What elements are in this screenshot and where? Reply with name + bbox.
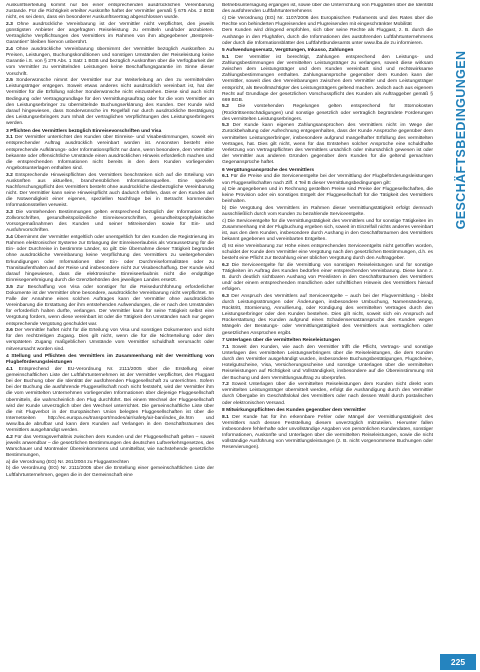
clause-number: 5.1: [222, 54, 229, 60]
right-text-column: [222, 3, 433, 651]
clause-number: 8.1: [222, 414, 229, 420]
paragraph-text: b) Die Vergütung des Vermittlers im Rahmen dieser Vermittlungstätigkeit erfolgt demnach ausschließlich durch vom Kunden zu bezahlende Serviceentgelte.: [222, 205, 433, 218]
section-heading: [222, 408, 433, 414]
paragraph: [6, 210, 214, 235]
clause-number: 3.5: [6, 284, 13, 290]
paragraph-text: Die vorstehenden Regelungen gelten entsprechend für Stornokosten (Rücktrittsentschädigungen) und sonstige gesetzlich oder vertraglich begründete Forderungen des vermittelten Leistungserbringers.: [222, 104, 433, 122]
clause-number: 3.6: [6, 328, 13, 334]
paragraph-text: Der Vermittler unterrichtet den Kunden über Einreise- und Visabestimmungen, soweit ein entsprechender Auftrag ausdrücklich vereinbart worden ist. Ansonsten besteht eine entsprechende Aufklärungs- oder Informationspflicht nur dann, wenn besondere, dem Vermittler bekannte oder offensichtliche Umstände einen ausdrücklichen Hinweis erforderlich machen und die entsprechenden Informationen nicht bereits in den dem Kunden vorliegenden Angebotsunterlagen enthalten sind.: [6, 135, 214, 172]
section-heading: [6, 354, 214, 366]
paragraph-text: Dem Kunden wird dringend empfohlen, sich über seine Rechte als Fluggast, z. B. durch die Aushänge in den Flughäfen, durch die Informationen des austührenden Luftfahrtunternehmens oder durch die Informationsblätter des Luftfahrtbundesamts unter www.lba.de zu informieren.: [222, 28, 433, 46]
clause-number: 5.2: [222, 104, 229, 110]
paragraph: [222, 206, 433, 218]
section-heading-text: 4 Stellung und Pflichten des Vermittlers im Zusammenhang mit der Vermittlung von Flugbeförderungsleistungen: [6, 354, 214, 366]
paragraph: [6, 328, 214, 353]
paragraph-text: Soweit Unterlagen über die vermittelten Reiseleistungen dem Kunden nicht direkt vom vermittelten Leistungsträger übermittelt werden, erfolgt die Aushändigung durch den Vermittler durch Übergabe im Geschäftslokal des Vermittlers oder nach dessen Wahl durch postalischen oder elektronischen Versand.: [222, 382, 433, 406]
paragraph: [222, 187, 433, 205]
paragraph-text: Entsprechende Hinweispflichten des Vermittlers beschränken sich auf die Erteilung von Auskünften aus aktuellen, branchenüblichen Informationsquellen. Eine spezielle Nachforschungspflicht des Vermittlers besteht ohne ausdrückliche diesbezügliche Vereinbarung nicht. Der Vermittler kann seine Hinweispflicht auch dadurch erfüllen, dass er den Kunden auf die Notwendigkeit einer eigenen, speziellen Nachfrage bei in Betracht kommenden Informationsstellen verweist.: [6, 172, 214, 209]
paragraph-text: Ohne ausdrückliche Vereinbarung ist der Vermittler nicht verpflichtet, den jeweils günstigsten Anbieter der angefragten Reiseleistung zu ermitteln und/oder anzubieten. Vertragliche Verpflichtungen des Vermittlers im Rahmen von ihm abgegebener „Bestpreis-Garantien“ bleiben hiervon unberührt.: [6, 21, 214, 46]
paragraph: [6, 466, 214, 478]
paragraph: [222, 345, 433, 382]
section-heading-text: 7 Unterlagen über die vermittelten Reiseleistungen: [222, 338, 340, 344]
paragraph-text: Der Anspruch des Vermittlers auf Serviceentgelte – auch bei der Flugvermittlung - bleibt durch Leistungsstörungen oder Änderungen, insbesondere Umbuchung, Namensänderung, Rücktritt, Stornierung, Annullierung, oder Kündigung des vermittelten Vertrages durch den Leistungserbringer oder den Kunden bestehen. Dies gilt nicht, soweit sich ein Anspruch auf Rückerstattung des Kunden aufgrund eines Schadensersatzanspruchs des Kunden wegen Mängeln der Beratungs- oder Vermittlungstätigkeit des Vermittlers aus vertraglichen oder gesetzlichen Ansprüchen ergibt.: [222, 293, 433, 336]
paragraph-text: Die vorstehenden Bestimmungen gelten entsprechend bezüglich der Information über Zollvorschriften, gesundheitspolizeiliche Einreisevorschriften, gesundheitsprophylaktische Vorsorgemaßnahmen des Kunden und seiner Mitreisenden sowie für Ein- und Ausfuhrvorschriften.: [6, 209, 214, 234]
paragraph-text: Soweit den Kunden, wie auch den Vermittler trifft die Pflicht, Vertrags- und sonstige Unterlagen des vermittelten Leistungserbringers über die Reiseleistungen, die dem Kunden durch den Vermittler ausgehändigt wurden, insbesondere Buchungsbestätigungen, Flugscheine, Hotelgutscheine, Visa, Versicherungsscheine und sonstige Unterlagen über die vermittelten Reiseleistungen auf Richtigkeit und Vollständigkeit, insbesondere auf die Übereinstimmung mit der Buchung und dem Vermittlungsauftrag zu überprüfen.: [222, 344, 433, 381]
paragraph: [222, 104, 433, 122]
paragraph-text: a) Die angegebenen und in Rechnung gestellten Preise sind Preise der Fluggesellschaften, die keine Provision oder ein sonstiges Entgelt der Fluggesellschaft für die Tätigkeit des Vermittlers beinhalten.: [222, 187, 433, 205]
section-heading: [222, 48, 433, 54]
paragraph-text: Ohne ausdrückliche Vereinbarung übernimmt der Vermittler bezüglich Auskünften zu Preisen, Leistungen, Buchungskonditionen und sonstigen Umständen der Reiseleistung keine Garantie i.S. von § 276 Abs. 1 Satz 1 BGB und bezüglich Auskünften über die Verfügbarkeit der vom Vermittler zu vermittelnden Leistungen keine Beschaffungsgarantie im Sinne dieser Vorschrift.: [6, 46, 214, 77]
paragraph-text: Übernimmt der Vermittler entgeltlich oder unentgeltlich für den Kunden die Registrierung im Rahmen elektronischer Systeme zur Erlangung der Einreiseerlaubnis als Voraussetzung für die Ein- oder Durchreise in bestimmte Länder, so gilt: Die Übernahme dieser Tätigkeit begründet ohne ausdrückliche Vereinbarung keine Verpflichtung des Vermittlers zu weitergehenden Erkundigungen oder Informationen über Ein- oder Durchreiseformalitäten oder zu Transitaufenthalten auf der Reise und insbesondere nicht zur Visabeschaffung. Der Kunde wird darauf hingewiesen, dass die elektronische Einreiseerlaubnis nicht die endgültige Einreisegenehmigung durch die Grenzbehörden des jeweiligen Landes ersetzt.: [6, 234, 214, 284]
paragraph-text: Betriebsuntersagung ergangen ist, sowie über die Unterrichtung von Fluggästen über die Identität des ausführenden Luftfahrtunternehmens: [222, 3, 433, 15]
paragraph-text: Der Kunde hat für ihn erkennbare Fehler oder Mängel der Vermittlungstätigkeit des Vermittlers nach dessen Feststellung diesem unverzüglich mitzuteilen. Hierunter fallen insbesondere fehlerhafte oder unvollständige Angaben von persönlichen Kundendaten, sonstiger Informationen, Auskünfte und Unterlagen über die vermittelten Reiseleistungen, sowie die nicht vollständige Ausführung von Vermittlungsleistungen (z. B. nicht vorgenommene Buchungen oder Reservierungen).: [222, 414, 433, 451]
clause-number: 6.1: [222, 174, 229, 180]
section-heading-text: 8 Mitwirkungspflichten des Kunden gegenüber dem Vermittler: [222, 408, 367, 414]
clause-number: 3.1: [6, 135, 13, 141]
side-section-title: [447, 50, 475, 230]
paragraph: [6, 22, 214, 47]
section-heading: [222, 338, 433, 344]
paragraph-text: Für das Vertragsverhältnis zwischen dem Kunden und der Fluggesellschaft gelten – soweit jeweils anwendbar – die gesetzlichen Bestimmungen des deutschen Luftverkehrsgesetzes, des Warschauer und Montrealer Übereinkommens und unmittelbar, wie nachstehende gesetzliche Bestimmungen,: [6, 434, 214, 459]
paragraph-text: Auskunftserteilung kommt nur bei einer entsprechenden ausdrücklichen Vereinbarung zustande. Für die Richtigkeit erteilter Auskünfte haftet der Vermittler gemäß § 675 Abs. 2 BGB nicht, es sei denn, dass ein besonderer Auskunftsvertrag abgeschlossen wurde.: [6, 3, 214, 21]
paragraph: [6, 3, 214, 21]
paragraph: [222, 263, 433, 294]
paragraph: [222, 244, 433, 262]
paragraph: [222, 16, 433, 28]
paragraph: [222, 55, 433, 104]
section-heading-text: 3 Pflichten des Vermittlers bezüglich Einreisevorschriften und Visa: [6, 128, 162, 134]
paragraph: [222, 123, 433, 166]
clause-number: 7.1: [222, 344, 229, 350]
clause-number: 6.3: [222, 293, 229, 299]
paragraph-text: b) die Verordnung (EG) Nr. 2111/2005 über die Erstellung einer gemeinschaftlichen Liste der Luftfahrtunternehmen, gegen die in der Gemeinschaft eine: [6, 466, 214, 478]
paragraph: [6, 285, 214, 328]
paragraph: [6, 47, 214, 78]
clause-number: 2.4: [6, 46, 13, 52]
clause-number: 6.2: [222, 262, 229, 268]
section-heading-text: 6 Vergütungsansprüche des Vermittlers: [222, 167, 315, 173]
paragraph: [222, 3, 433, 15]
paragraph: [222, 28, 433, 46]
paragraph-text: Entsprechend der EU-Verordnung Nr. 2111/2005 über die Erstellung einer gemeinschaftlichen Liste der Luftfahrtunternehmen ist der Vermittler verpflichtet, den Fluggast bei der Buchung über die Identität der ausführenden Fluggesellschaft zu unterrichten. Sofern bei der Buchung die ausführende Fluggesellschaft noch nicht feststeht, wird der Vermittler ihm die vom vermittelten Unternehmen vorliegenden Informationen über diejenige Fluggesellschaft übermitteln, die wahrscheinlich den Flug durchführt. Bei einem Wechsel der Fluggesellschaft wird der Kunde unverzüglich über den Wechsel unterrichtet. Die gemeinschaftliche Liste über die mit Flugverbot in der Europäischen Union belegten Fluggesellschaften ist über die Internetseiten http://ec.europa.eu/transport/modes/air/safety/air-ban/index_de.htm und www.lba.de abrufbar und kann dem Kunden auf Verlangen in den Geschäftsräumen des Vermittlers ausgehändigt werden.: [6, 366, 214, 434]
paragraph: [6, 78, 214, 127]
clause-number: 7.2: [222, 382, 229, 388]
clause-number: 5.3: [222, 123, 229, 129]
paragraph: [222, 382, 433, 407]
paragraph: [6, 135, 214, 172]
paragraph-text: d) Ist eine Vereinbarung zur Höhe eines entsprechenden Serviceentgelts nicht getroffen worden, schuldet der Kunde dem Vermittler eine Vergütung nach den gesetzlichen Bestimmungen, d.h. es besteht eine Pflicht zur Bezahlung einer üblichen Vergütung durch den Auftraggeber.: [222, 243, 433, 261]
paragraph: [6, 173, 214, 210]
paragraph-text: Der Vermittler ist berechtigt, Zahlungen entsprechend den Leistungs- und Zahlungsbestimmungen der vermittelten Leistungsträger zu verlangen, soweit diese wirksam zwischen dem Leistungsträger und dem Kunden vereinbart sind und rechtswirksame Zahlungsbestimmungen enthalten. Zahlungsansprüche gegenüber dem Kunden kann der Vermittler, soweit dies den Vereinbarungen zwischen dem Vermittler und dem Leistungsträger entspricht, als Bevollmächtigter des Leistungsträgers geltend machen. Jedoch auch aus eigenem Recht auf Grundlage der gesetzlichen Vorschusspflicht des Kunden als Auftraggeber gemäß § 669 BGB.: [222, 54, 433, 103]
clause-number: 2.5: [6, 78, 13, 84]
clause-number: 2.3: [6, 21, 13, 27]
section-heading-text: 5 Aufwendungsersatz, Vergütungen, Inkasso, Zahlungen: [222, 48, 354, 54]
paragraph-text: c) Die Verordnung (EG) Nr. 1107/2006 des Europäischen Parlaments und des Rates über die Rechte von behinderten Flugreisenden und Flugreisenden mit eingeschränkter Mobilität: [222, 15, 433, 27]
left-text-column: [6, 3, 214, 663]
paragraph: [222, 174, 433, 186]
paragraph: [222, 294, 433, 337]
paragraph: [6, 367, 214, 435]
paragraph-text: a) die Verordnung (EG) Nr. 261/2004 zu Fluggastrechten: [6, 459, 129, 465]
paragraph: [222, 415, 433, 452]
clause-number: 3.3: [6, 209, 13, 215]
paragraph-text: Die Serviceentgelte für die Vermittlung von sonstigen Reiseleistungen und für sonstige Tätigkeiten im Auftrag des Kunden bedürfen einer entsprechenden Vereinbarung. Diese kann z. B. durch deutlich sichtbaren Aushang von Preislisten in den Geschäftsräumen des Vermittlers und/ oder einem entsprechenden mündlichen oder schriftlichen Hinweis des Vermittlers hierauf erfolgen.: [222, 262, 433, 293]
clause-number: 4.2: [6, 434, 13, 440]
page-number: 225: [440, 654, 476, 670]
paragraph-text: Der Kunde kann eigenen Zahlungsansprüchen des Vermittlers nicht im Wege der Zurückbehaltung oder Aufrechnung entgegenhalten, dass der Kunde Ansprüche gegenüber dem vermittelten Leistungserbringer, insbesondere aufgrund mangelhafter Erfüllung des vermittelten Vertrages, hat. Dies gilt nicht, wenn für das Entstehen solcher Ansprüche eine schuldhafte Verletzung von Vertragspflichten des Vermittlers ursächlich oder mitursächlich gewesen ist oder der Vermittler aus anderen Gründen gegenüber dem Kunden für die geltend gemachten Gegenansprüche haftet.: [222, 123, 433, 166]
clause-number: 4.1: [6, 366, 13, 372]
section-title-vertical: GESCHÄFTSBEDINGUNGEN: [454, 50, 468, 230]
paragraph-text: Zur Beschaffung von Visa oder sonstiger für die Reisedurchführung erforderlicher Dokumente ist der Vermittler ohne besondere, ausdrückliche Vereinbarung nicht verpflichtet. Im Falle der Annahme eines solchen Auftrages kann der Vermittler ohne ausdrückliche Vereinbarung die Erstattung der ihm entstehenden Aufwendungen, die er nach den Umständen für erforderlich halten durfte, verlangen. Der Vermittler kann für seine Tätigkeit selbst eine Vergütung fordern, wenn diese vereinbart ist oder die Tätigkeit den Umständen nach nur gegen entsprechende Vergütung geschuldet war.: [6, 284, 214, 327]
paragraph-text: Für die Preise und die Servicenentgelte bei der Vermittlung der Flugbeförderungsleistungen von Fluggesellschaften nach Ziff. 4 Teil B dieser Vermittlungsbedingungen gilt:: [222, 174, 433, 186]
clause-number: 3.4: [6, 234, 13, 240]
paragraph: [6, 435, 214, 460]
paragraph-text: c) Die Serviceentgelte für die Vermittlungstätigkeit des Vermittlers und für sonstige Tätigkeiten im Zusammenhang mit der Flugbuchung ergeben sich, soweit im Einzelfall nichts anderes vereinbart ist, aus den dem Kunden, insbesondere durch Aushang in den Geschäftsräumen des Vermittlers bekannt gegebenen und vereinbarten Entgelten.: [222, 218, 433, 243]
paragraph: [222, 219, 433, 244]
paragraph-text: Der Vermittler haftet nicht für die Erteilung von Visa und sonstigen Dokumenten und nicht für den rechtzeitigen Zugang. Dies gilt nicht, wenn die für die Nichterteilung oder den verspäteten Zugang maßgeblichen Umstände vom Vermittler schuldhaft verursacht oder mitverursacht worden sind.: [6, 328, 214, 352]
clause-number: 3.2: [6, 172, 13, 178]
paragraph: [6, 235, 214, 284]
paragraph-text: Sonderwünsche nimmt der Vermittler nur zur Weiterleitung an den zu vermittelnden Leistungsträger entgegen. Soweit etwas anderes nicht ausdrücklich vereinbart ist, hat der Vermittler für die Erfüllung solcher Sonderwünsche nicht einzustehen. Diese sind auch nicht Bedingung oder Vertragsgrundlage für den Vermittlungsauftrag oder für die vom Vermittler an den Leistungserbringer zu übermittelnde Buchungserklärung des Kunden. Der Kunde wird darauf hingewiesen, dass Sonderwünsche im Regelfall nur durch ausdrückliche Bestätigung des Leistungserbringers zum Inhalt der vertraglichen Verpflichtungen des Leistungserbringers werden.: [6, 78, 214, 127]
